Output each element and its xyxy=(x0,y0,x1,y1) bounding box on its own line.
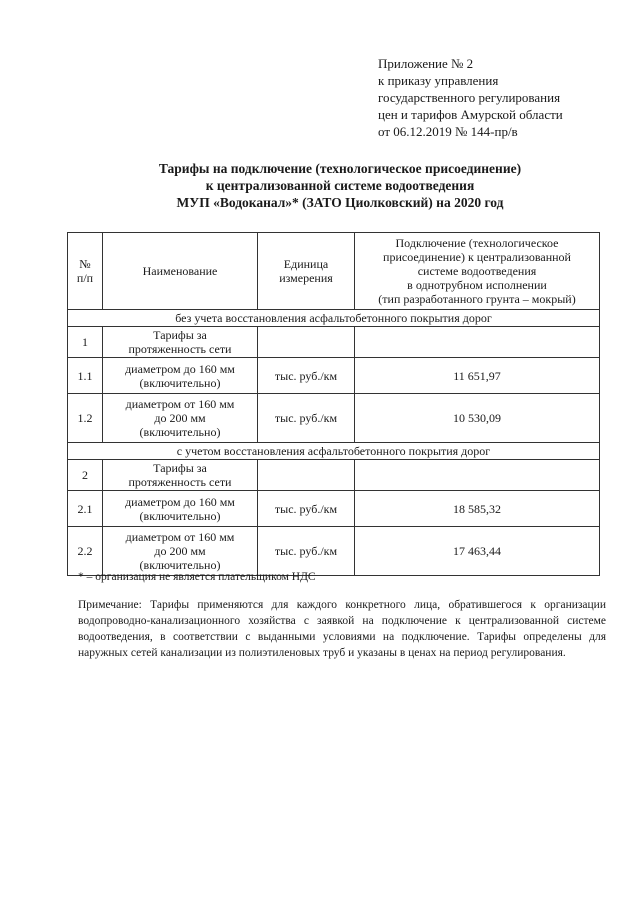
appendix-order-line: к приказу управления xyxy=(378,73,499,88)
row-value: 10 530,09 xyxy=(355,394,600,443)
row-number: 1.2 xyxy=(68,394,103,443)
table-row xyxy=(68,327,600,358)
section-row xyxy=(68,310,600,327)
row-name: диаметром от 160 мм до 200 мм (включительно) xyxy=(103,394,258,443)
header-name: Наименование xyxy=(103,233,258,310)
title-line-2: к централизованной системе водоотведения xyxy=(205,178,475,193)
row-number: 1.1 xyxy=(68,358,103,394)
row-value xyxy=(355,327,600,358)
appendix-authority-line: государственного регулирования xyxy=(378,90,561,105)
row-number: 2.1 xyxy=(68,491,103,527)
appendix-number: Приложение № 2 xyxy=(378,56,474,71)
row-unit: тыс. руб./км xyxy=(258,394,355,443)
header-unit: Единица измерения xyxy=(258,233,355,310)
row-name: диаметром от 160 мм до 200 мм (включительно) xyxy=(103,527,258,576)
section-without-asphalt: без учета восстановления асфальтобетонного покрытия дорог xyxy=(68,310,600,327)
row-unit: тыс. руб./км xyxy=(258,491,355,527)
row-unit xyxy=(258,327,355,358)
document-title xyxy=(60,160,620,211)
row-name: Тарифы за протяженность сети xyxy=(103,460,258,491)
row-unit: тыс. руб./км xyxy=(258,527,355,576)
row-value: 11 651,97 xyxy=(355,358,600,394)
section-row xyxy=(68,443,600,460)
header-number: № п/п xyxy=(68,233,103,310)
appendix-date-line: от 06.12.2019 № 144-пр/в xyxy=(378,124,518,139)
row-number: 2.2 xyxy=(68,527,103,576)
table-row xyxy=(68,460,600,491)
row-value: 18 585,32 xyxy=(355,491,600,527)
table-row xyxy=(68,394,600,443)
tariff-table xyxy=(67,232,600,576)
row-name: диаметром до 160 мм (включительно) xyxy=(103,358,258,394)
vat-footnote: * – организация не является плательщиком НДС xyxy=(78,571,316,583)
table-row xyxy=(68,491,600,527)
appendix-region-line: цен и тарифов Амурской области xyxy=(378,107,563,122)
row-unit xyxy=(258,460,355,491)
table-header-row xyxy=(68,233,600,310)
section-with-asphalt: с учетом восстановления асфальтобетонного покрытия дорог xyxy=(68,443,600,460)
title-line-3: МУП «Водоканал»* (ЗАТО Циолковский) на 2020 год xyxy=(176,195,504,210)
row-name: Тарифы за протяженность сети xyxy=(103,327,258,358)
row-value xyxy=(355,460,600,491)
row-number: 2 xyxy=(68,460,103,491)
row-name: диаметром до 160 мм (включительно) xyxy=(103,491,258,527)
row-value: 17 463,44 xyxy=(355,527,600,576)
note-paragraph: Примечание: Тарифы применяются для каждого конкретного лица, обратившегося к организации водопроводно-канализационного хозяйства с заявкой на подключение к централизованной системе водоотведения, в соответствии с выданными условиями на подключение. Тарифы определены для наружных сетей канализации из полиэтиленовых труб и указаны в ценах на период регулирования. xyxy=(78,599,606,659)
table-row xyxy=(68,358,600,394)
row-number: 1 xyxy=(68,327,103,358)
header-connection: Подключение (технологическое присоединение) к централизованной системе водоотведения в однотрубном исполнении (тип разработанного грунта – мокрый) xyxy=(355,233,600,310)
table-row xyxy=(68,527,600,576)
row-unit: тыс. руб./км xyxy=(258,358,355,394)
title-line-1: Тарифы на подключение (технологическое присоединение) xyxy=(158,161,522,176)
appendix-header xyxy=(378,55,623,140)
